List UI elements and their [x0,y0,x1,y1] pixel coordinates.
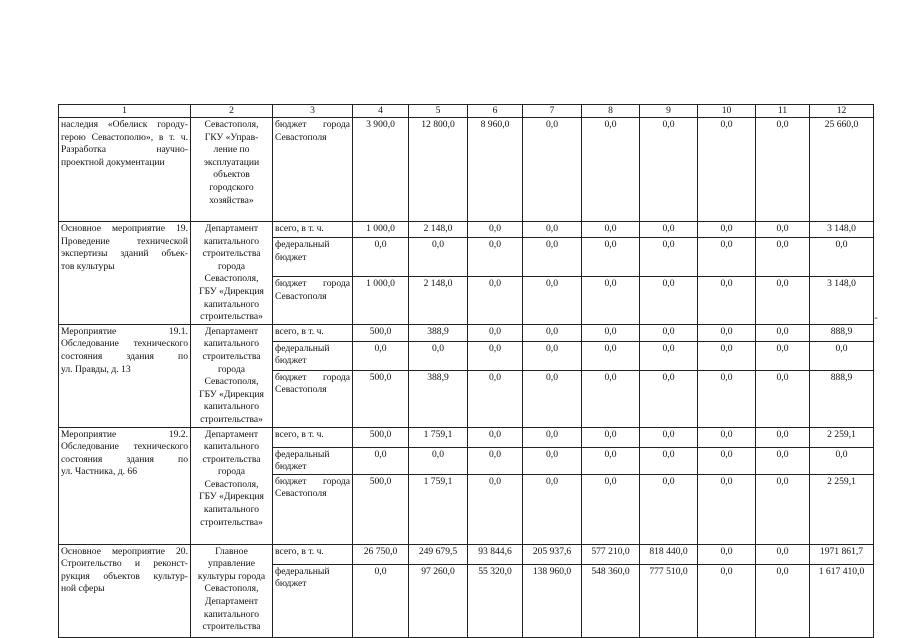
text-line: Основное мероприятие 19. [61,223,188,234]
value-cell: 0,0 [582,341,640,370]
text-line: города [218,466,245,478]
value-cell: 0,0 [523,238,582,277]
text-line: бюджет города [275,277,350,289]
value-cell: 0,0 [582,222,640,238]
table-row [59,544,874,564]
measure-name [59,427,191,544]
value-cell: 0,0 [640,238,698,277]
text-line: экспертизы зданий объек- [61,248,188,260]
text-line: всего, в т. ч. [275,223,324,234]
text-line: бюджет [275,355,307,367]
executor [191,427,273,544]
funding-source [273,544,353,564]
value-cell: 0,0 [640,474,698,544]
table-row [59,118,874,222]
value-cell: 2 148,0 [409,222,468,238]
header-cell: 4 [353,105,409,118]
text-line: бюджет [275,578,307,590]
value-cell: 0,0 [698,276,756,324]
value-cell: 1 759,1 [409,427,468,447]
text-line: строительства» [200,516,263,528]
text-line: ление по [213,144,250,156]
value-cell: 0,0 [409,447,468,474]
value-cell: 0,0 [468,238,523,277]
text-line: Обследование технического [61,338,188,350]
text-line: Основное мероприятие 20. [61,545,188,557]
value-cell: 548 360,0 [582,564,640,637]
header-cell: 1 [59,105,191,118]
value-cell: 0,0 [698,544,756,564]
funding-source [273,276,353,324]
value-cell: 0,0 [468,341,523,370]
text-line: управление [208,558,255,570]
text-line: Обследование технического [61,441,188,453]
text-line: капитального [203,608,260,620]
value-cell: 0,0 [810,341,874,370]
text-line: Севастополя [275,290,327,302]
text-line: ул. Правды, д. 13 [61,363,131,375]
text-line: Мероприятие 19.1. [61,325,188,337]
funding-source [273,341,353,370]
value-cell: 0,0 [582,238,640,277]
funding-source [273,564,353,637]
measure-name [59,222,191,325]
value-cell: 0,0 [698,238,756,277]
value-cell: 388,9 [409,324,468,341]
value-cell: 93 844,6 [468,544,523,564]
table-row [59,427,874,447]
value-cell: 0,0 [353,447,409,474]
text-line: капитального [203,441,260,453]
value-cell: 0,0 [756,544,810,564]
header-cell: 5 [409,105,468,118]
table-row [59,222,874,238]
text-line: всего, в т. ч. [275,325,324,337]
value-cell: 0,0 [756,118,810,222]
text-line: ной сферы [61,583,105,595]
value-cell: 500,0 [353,427,409,447]
text-line: Строительство и реконст- [61,558,188,570]
value-cell: 0,0 [523,222,582,238]
value-cell: 0,0 [640,118,698,222]
executor [191,544,273,637]
text-line: Севастополя, [204,583,259,595]
value-cell: 0,0 [756,222,810,238]
text-line: федеральный [275,342,330,354]
value-cell: 0,0 [698,427,756,447]
funding-source [273,118,353,222]
value-cell: 0,0 [582,474,640,544]
text-line: Севастополя, [204,478,259,490]
text-line: строительства [202,453,261,465]
text-line: строительства [202,621,261,633]
value-cell: 2 148,0 [409,276,468,324]
value-cell: 0,0 [810,447,874,474]
funding-source [273,370,353,427]
text-line: состояния здания по [61,350,188,362]
text-line: капитального [203,504,260,516]
text-line: федеральный [275,239,330,251]
text-line: города [218,260,245,272]
header-cell: 8 [582,105,640,118]
value-cell: 0,0 [353,341,409,370]
value-cell: 0,0 [640,324,698,341]
value-cell: 0,0 [582,276,640,324]
table-row [59,324,874,341]
value-cell: 0,0 [582,324,640,341]
text-line: Севастополя, [204,119,259,130]
value-cell: 0,0 [468,324,523,341]
text-line: наследия «Обелиск городу- [61,119,188,130]
text-line: бюджет города [275,475,350,487]
text-line: Севастополя [275,131,327,143]
measure-name [59,544,191,637]
header-cell: 12 [810,105,874,118]
value-cell: 0,0 [640,370,698,427]
text-line: строительства [202,248,261,260]
value-cell: 0,0 [698,341,756,370]
value-cell: 0,0 [468,370,523,427]
value-cell: 249 679,5 [409,544,468,564]
margin-mark: - [874,311,878,324]
header-cell: 11 [756,105,810,118]
value-cell: 577 210,0 [582,544,640,564]
funding-source [273,427,353,447]
text-line: федеральный [275,448,330,460]
text-line: бюджет [275,461,307,473]
text-line: рукция объектов культур- [61,570,188,582]
text-line: Главное [215,545,248,557]
text-line: капитального [203,338,260,350]
value-cell: 0,0 [582,118,640,222]
value-cell: 0,0 [523,276,582,324]
value-cell: 3 148,0 [810,276,874,324]
text-line: тов культуры [61,260,115,272]
text-line: Севастополя [275,488,327,500]
header-cell: 7 [523,105,582,118]
executor [191,118,273,222]
value-cell: 0,0 [756,564,810,637]
text-line: культуры города [197,570,266,582]
value-cell: 0,0 [640,341,698,370]
text-line: Мероприятие 19.2. [61,428,188,440]
value-cell: 1 759,1 [409,474,468,544]
value-cell: 0,0 [756,238,810,277]
text-line: бюджет [275,251,307,263]
value-cell: 777 510,0 [640,564,698,637]
value-cell: 0,0 [523,324,582,341]
text-line: Севастополя, [204,273,259,285]
value-cell: 2 259,1 [810,474,874,544]
header-cell: 6 [468,105,523,118]
header-cell: 2 [191,105,273,118]
value-cell: 0,0 [756,341,810,370]
value-cell: 0,0 [523,341,582,370]
value-cell: 0,0 [523,447,582,474]
value-cell: 0,0 [698,564,756,637]
text-line: капитального [203,298,260,310]
value-cell: 0,0 [582,427,640,447]
text-line: всего, в т. ч. [275,428,324,440]
text-line: Департамент [204,428,259,440]
value-cell: 0,0 [756,427,810,447]
value-cell: 0,0 [468,427,523,447]
funding-source [273,447,353,474]
text-line: строительства» [200,413,263,425]
value-cell: 500,0 [353,370,409,427]
value-cell: 500,0 [353,324,409,341]
value-cell: 1 000,0 [353,276,409,324]
value-cell: 0,0 [523,427,582,447]
text-line: эксплуатации [203,156,260,168]
text-line: ГБУ «Дирекция [199,491,264,503]
value-cell: 55 320,0 [468,564,523,637]
value-cell: 500,0 [353,474,409,544]
text-line: Проведение технической [61,235,188,247]
value-cell: 0,0 [409,341,468,370]
value-cell: 25 660,0 [810,118,874,222]
value-cell: 1971 861,7 [810,544,874,564]
value-cell: 0,0 [468,222,523,238]
value-cell: 0,0 [409,238,468,277]
text-line: городского [209,181,254,193]
value-cell: 0,0 [523,118,582,222]
text-line: строительства [202,350,261,362]
text-line: состояния здания по [61,453,188,465]
text-line: хозяйства» [209,194,254,206]
text-line: герою Севастополю», в т. ч. [61,131,188,143]
measure-name [59,324,191,427]
value-cell: 0,0 [640,447,698,474]
text-line: федеральный [275,565,330,577]
value-cell: 0,0 [582,447,640,474]
executor [191,222,273,325]
value-cell: 818 440,0 [640,544,698,564]
funding-source [273,474,353,544]
text-line: ГКУ «Управ- [204,131,259,143]
header-cell: 10 [698,105,756,118]
value-cell: 205 937,6 [523,544,582,564]
value-cell: 0,0 [756,276,810,324]
value-cell: 0,0 [523,474,582,544]
text-line: объектов [213,169,250,181]
text-line: Департамент [204,596,259,608]
text-line: Департамент [204,325,259,337]
value-cell: 0,0 [468,276,523,324]
header-cell: 3 [273,105,353,118]
value-cell: 0,0 [756,370,810,427]
text-line: Севастополя [275,384,327,396]
value-cell: 388,9 [409,370,468,427]
value-cell: 0,0 [640,276,698,324]
value-cell: 0,0 [640,427,698,447]
value-cell: 0,0 [756,447,810,474]
text-line: ГБУ «Дирекция [199,388,264,400]
value-cell: 97 260,0 [409,564,468,637]
value-cell: 888,9 [810,370,874,427]
value-cell: 0,0 [468,474,523,544]
value-cell: 3 900,0 [353,118,409,222]
value-cell: 0,0 [468,447,523,474]
value-cell: 0,0 [698,370,756,427]
value-cell: 3 148,0 [810,222,874,238]
value-cell: 2 259,1 [810,427,874,447]
value-cell: 0,0 [756,474,810,544]
value-cell: 0,0 [353,238,409,277]
text-line: города [218,363,245,375]
text-line: проектной документации [61,156,165,168]
text-line: капитального [203,235,260,247]
value-cell: 0,0 [698,324,756,341]
text-line: строительства» [200,311,263,323]
text-line: Разработка научно- [61,144,188,156]
text-line: Севастополя, [204,376,259,388]
value-cell: 0,0 [582,370,640,427]
value-cell: 138 960,0 [523,564,582,637]
value-cell: 0,0 [698,447,756,474]
value-cell: 0,0 [756,324,810,341]
budget-table [58,104,874,638]
text-line: Департамент [204,223,259,234]
value-cell: 0,0 [810,238,874,277]
text-line: бюджет города [275,371,350,383]
text-line: капитального [203,401,260,413]
text-line: бюджет города [275,119,350,130]
value-cell: 888,9 [810,324,874,341]
value-cell: 8 960,0 [468,118,523,222]
value-cell: 12 800,0 [409,118,468,222]
text-line: ГБУ «Дирекция [199,285,264,297]
executor [191,324,273,427]
value-cell: 26 750,0 [353,544,409,564]
text-line: всего, в т. ч. [275,545,324,557]
text-line: ул. Частника, д. 66 [61,466,138,478]
value-cell: 0,0 [353,564,409,637]
header-cell: 9 [640,105,698,118]
funding-source [273,222,353,238]
value-cell: 0,0 [640,222,698,238]
measure-name [59,118,191,222]
header-row [59,105,874,118]
value-cell: 1 000,0 [353,222,409,238]
value-cell: 0,0 [698,474,756,544]
funding-source [273,324,353,341]
value-cell: 1 617 410,0 [810,564,874,637]
value-cell: 0,0 [698,118,756,222]
funding-source [273,238,353,277]
value-cell: 0,0 [523,370,582,427]
value-cell: 0,0 [698,222,756,238]
